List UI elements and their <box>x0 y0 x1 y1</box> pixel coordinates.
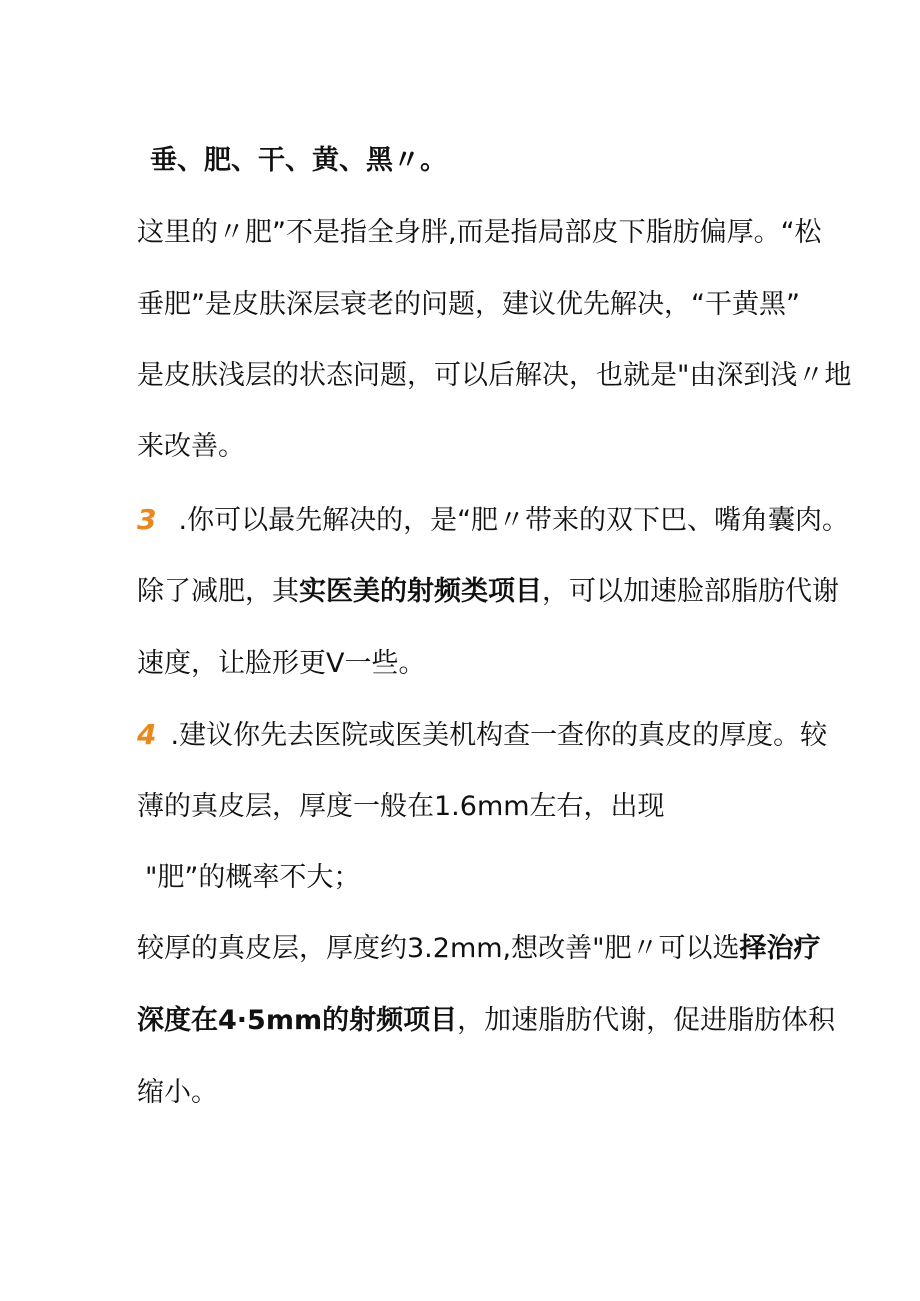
paragraph-line: 缩小。 <box>137 1077 218 1108</box>
paragraph-line: "肥”的概率不大； <box>145 862 361 893</box>
bold-text-run: 实医美的射频类项目 <box>299 576 542 607</box>
list-number: 4 <box>137 718 157 751</box>
list-item-text: .建议你先去医院或医美机构查一查你的真皮的厚度。较 <box>170 720 828 751</box>
paragraph-line: 这里的〃肥”不是指全身胖,而是指局部皮下脂肪偏厚。“松 <box>137 217 822 248</box>
list-number: 3 <box>137 503 157 536</box>
heading-line: 垂、肥、干、黄、黑〃。 <box>150 145 447 176</box>
paragraph-line <box>137 1004 835 1038</box>
paragraph-line: 薄的真皮层，厚度一般在1.6mm左右，出现 <box>137 791 665 822</box>
text-run: ，加速脂肪代谢，促进脂肪体积 <box>457 1005 836 1036</box>
paragraph-line: 垂肥”是皮肤深层衰老的问题，建议优先解决，“干黄黑” <box>137 289 800 320</box>
paragraph-line <box>137 575 839 609</box>
paragraph-line: 是皮肤浅层的状态问题，可以后解决，也就是"由深到浅〃地 <box>137 360 852 391</box>
paragraph-line: 来改善。 <box>137 431 245 462</box>
bold-text-run: 深度在4·5mm的射频项目 <box>137 1005 458 1036</box>
text-run: ，可以加速脸部脂肪代谢 <box>542 576 839 607</box>
list-item-4 <box>137 718 827 753</box>
text-run: 除了减肥，其 <box>137 576 299 607</box>
list-item-3 <box>137 503 849 538</box>
bold-text-run: 择治疗 <box>739 933 821 964</box>
paragraph-line <box>137 932 821 966</box>
paragraph-line: 速度，让脸形更V一些。 <box>137 648 426 679</box>
text-run: 较厚的真皮层，厚度约3.2mm,想改善"肥〃可以选 <box>137 933 740 964</box>
list-item-text: .你可以最先解决的，是“肥〃带来的双下巴、嘴角囊肉。 <box>178 505 850 536</box>
